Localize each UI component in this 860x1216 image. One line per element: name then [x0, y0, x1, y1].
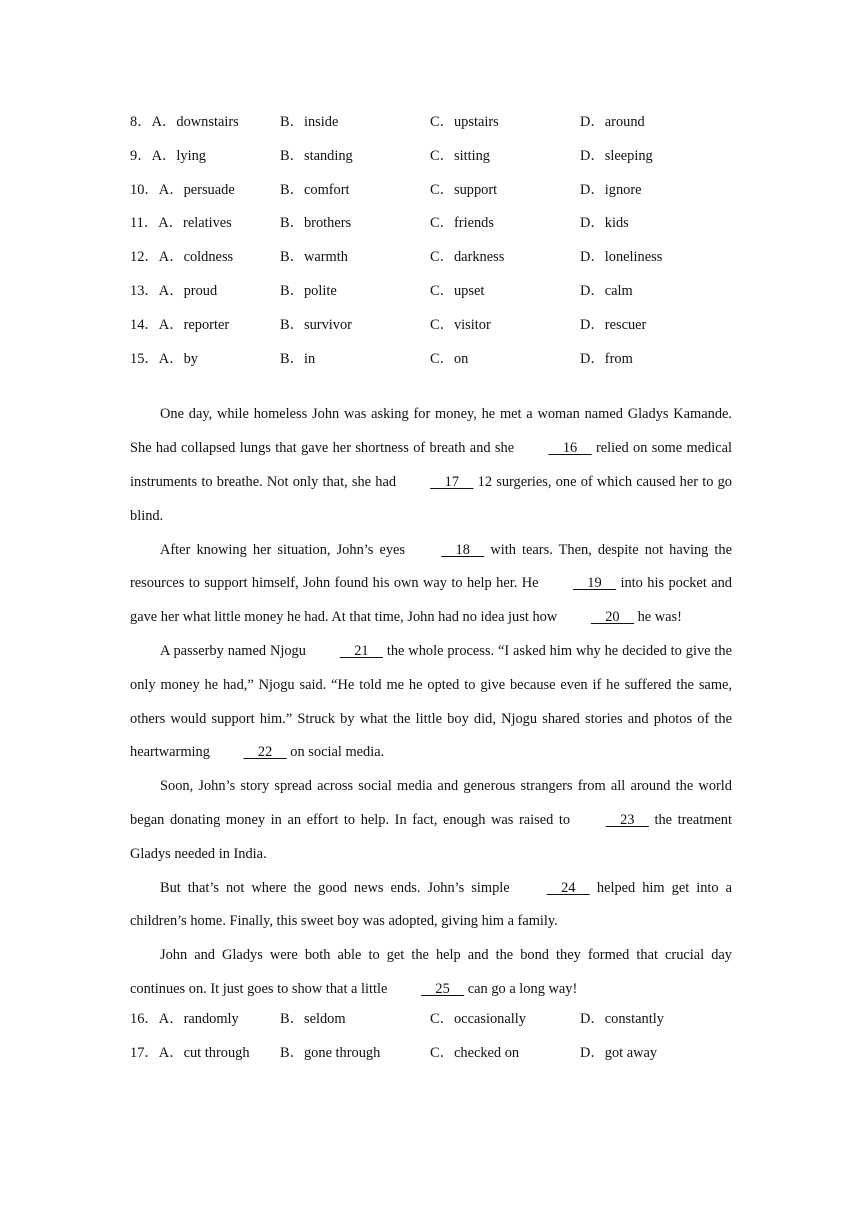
question-9-options — [130, 144, 732, 178]
option-d: D．rescuer — [580, 316, 647, 333]
blank-18: 18 — [441, 541, 485, 558]
option-a: 12．A．coldness — [130, 249, 234, 266]
option-c: C．checked on — [430, 1044, 520, 1061]
option-d: D．kids — [580, 215, 629, 232]
option-d: D．sleeping — [580, 147, 653, 164]
question-13-options — [130, 279, 732, 313]
question-8-options — [130, 110, 732, 144]
question-12-options — [130, 245, 732, 279]
option-b: B．brothers — [280, 215, 352, 232]
question-17-options — [130, 1041, 732, 1075]
option-c: C．friends — [430, 215, 494, 232]
option-c: C．upset — [430, 282, 485, 299]
option-a: 16．A．randomly — [130, 1010, 239, 1027]
blank-24: 24 — [546, 879, 590, 896]
option-b: B．comfort — [280, 181, 350, 198]
option-b: B．seldom — [280, 1010, 346, 1027]
option-b: B．survivor — [280, 316, 352, 333]
passage-paragraph-6: John and Gladys were both able to get the help and the bond they formed that crucial day continues on. It just goes to show that a little 25 can go a long way! — [130, 939, 732, 1007]
blank-16: 16 — [548, 440, 592, 457]
option-d: D．got away — [580, 1044, 658, 1061]
blank-22: 22 — [243, 744, 287, 761]
option-a: 17．A．cut through — [130, 1044, 250, 1061]
passage-paragraph-2: After knowing her situation, John’s eyes 18 with tears. Then, despite not having the resources to support himself, John found his own way to help her. He 19 into his pocket and gave her what little money he had. At that time, John had no idea just how 20 he was! — [130, 534, 732, 635]
blank-17: 17 — [430, 473, 474, 490]
blank-23: 23 — [605, 811, 649, 828]
question-10-options — [130, 178, 732, 212]
option-c: C．upstairs — [430, 114, 499, 130]
option-a: 9．A．lying — [130, 147, 206, 164]
option-d: D．constantly — [580, 1010, 664, 1027]
blank-25: 25 — [421, 980, 465, 997]
options-block-16-17 — [130, 1007, 732, 1075]
document-content — [130, 110, 732, 1074]
blank-20: 20 — [590, 609, 634, 626]
options-block-8-15 — [130, 110, 732, 380]
question-16-options — [130, 1007, 732, 1041]
passage-paragraph-5: But that’s not where the good news ends. John’s simple 24 helped him get into a children’s home. Finally, this sweet boy was adopted, giving him a family. — [130, 872, 732, 940]
option-a: 8．A．downstairs — [130, 114, 239, 130]
option-a: 14．A．reporter — [130, 316, 230, 333]
option-d: D．ignore — [580, 181, 642, 198]
passage-paragraph-3: A passerby named Njogu 21 the whole process. “I asked him why he decided to give the only money he had,” Njogu said. “He told me he opted to give because even if he suffered the same, others would support him.” Struck by what the little boy did, Njogu shared stories and photos of the heartwarming 22 on social media. — [130, 635, 732, 770]
option-d: D．calm — [580, 282, 633, 299]
question-14-options — [130, 313, 732, 347]
blank-21: 21 — [339, 642, 383, 659]
option-d: D．loneliness — [580, 249, 663, 266]
option-a: 15．A．by — [130, 350, 198, 367]
question-11-options — [130, 211, 732, 245]
option-a: 11．A．relatives — [130, 215, 232, 232]
option-c: C．on — [430, 350, 469, 367]
option-a: 10．A．persuade — [130, 181, 235, 198]
passage-paragraph-1: One day, while homeless John was asking for money, he met a woman named Gladys Kamande. She had collapsed lungs that gave her shortness of breath and she 16 relied on some medical instruments to breathe. Not only that, she had 17 12 surgeries, one of which caused her to go blind. — [130, 406, 732, 524]
option-b: B．in — [280, 350, 316, 367]
option-b: B．standing — [280, 147, 353, 164]
option-b: B．gone through — [280, 1044, 381, 1061]
question-15-options — [130, 347, 732, 381]
option-b: B．warmth — [280, 249, 348, 266]
cloze-passage — [130, 398, 732, 1006]
option-c: C．support — [430, 181, 498, 198]
option-b: B．inside — [280, 114, 339, 130]
blank-19: 19 — [572, 575, 617, 592]
option-d: D．from — [580, 350, 633, 367]
option-c: C．visitor — [430, 316, 491, 333]
passage-paragraph-4: Soon, John’s story spread across social media and generous strangers from all around the world began donating money in an effort to help. In fact, enough was raised to 23 the treatment Gladys needed in India. — [130, 778, 732, 862]
option-a: 13．A．proud — [130, 282, 218, 299]
option-c: C．occasionally — [430, 1010, 526, 1027]
option-c: C．darkness — [430, 249, 505, 266]
option-b: B．polite — [280, 282, 337, 299]
option-c: C．sitting — [430, 147, 490, 164]
option-d: D．around — [580, 114, 645, 130]
